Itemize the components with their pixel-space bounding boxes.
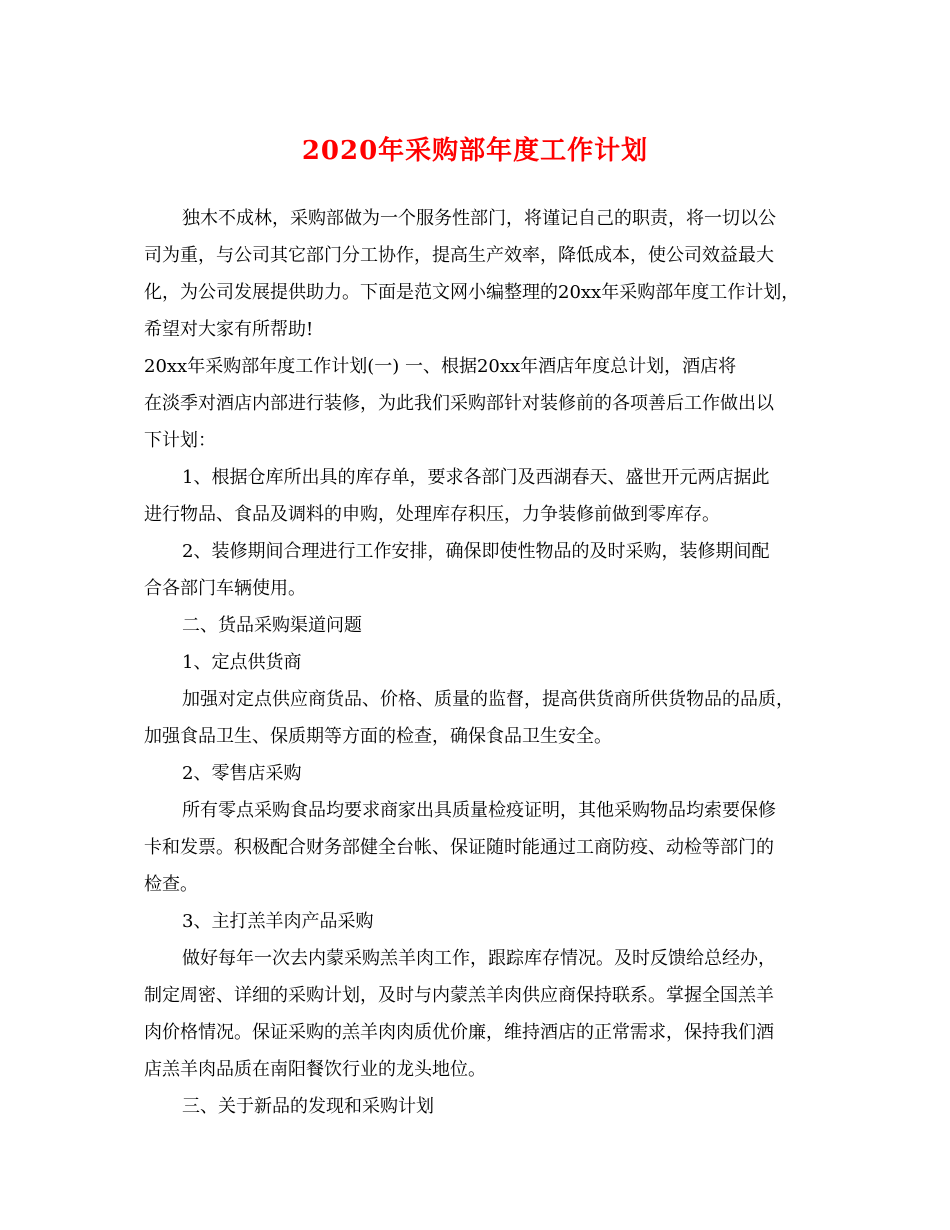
subsection-heading: 3、主打羔羊肉产品采购 (182, 911, 374, 932)
body-line: 进行物品、食品及调料的申购，处理库存积压，力争装修前做到零库存。 (144, 504, 720, 525)
body-line: 希望对大家有所帮助! (144, 319, 314, 340)
body-line: 司为重，与公司其它部门分工协作，提高生产效率，降低成本，使公司效益最大 (144, 245, 774, 266)
body-line: 店羔羊肉品质在南阳餐饮行业的龙头地位。 (144, 1059, 486, 1080)
subsection-heading: 1、定点供货商 (182, 652, 302, 673)
document-title: 2020年采购部年度工作计划 (301, 136, 649, 166)
body-line: 在淡季对酒店内部进行装修，为此我们采购部针对装修前的各项善后工作做出以 (144, 393, 774, 414)
body-line: 卡和发票。积极配合财务部健全台帐、保证随时能通过工商防疫、动检等部门的 (144, 837, 774, 858)
section-heading: 二、货品采购渠道问题 (182, 615, 362, 636)
body-line: 2、装修期间合理进行工作安排，确保即使性物品的及时采购，装修期间配 (182, 541, 770, 562)
body-line: 独木不成林，采购部做为一个服务性部门，将谨记自己的职责，将一切以公 (182, 208, 776, 229)
body-line: 化，为公司发展提供助力。下面是范文网小编整理的20xx年采购部年度工作计划， (144, 282, 800, 303)
body-line: 加强对定点供应商货品、价格、质量的监督，提高供货商所供货物品的品质， (182, 689, 794, 710)
body-line: 所有零点采购食品均要求商家出具质量检疫证明，其他采购物品均索要保修 (182, 800, 776, 821)
body-line: 合各部门车辆使用。 (144, 578, 306, 599)
subsection-heading: 2、零售店采购 (182, 763, 302, 784)
body-line: 1、根据仓库所出具的库存单，要求各部门及西湖春天、盛世开元两店据此 (182, 467, 770, 488)
body-line: 做好每年一次去内蒙采购羔羊肉工作，跟踪库存情况。及时反馈给总经办， (182, 948, 776, 969)
body-line: 检查。 (144, 874, 198, 895)
body-line: 下计划： (144, 430, 216, 451)
body-line: 肉价格情况。保证采购的羔羊肉肉质优价廉，维持酒店的正常需求，保持我们酒 (144, 1022, 774, 1043)
body-line: 加强食品卫生、保质期等方面的检查，确保食品卫生安全。 (144, 726, 612, 747)
body-line: 制定周密、详细的采购计划，及时与内蒙羔羊肉供应商保持联系。掌握全国羔羊 (144, 985, 774, 1006)
section-heading: 三、关于新品的发现和采购计划 (182, 1096, 434, 1117)
body-line: 20xx年采购部年度工作计划(一) 一、根据20xx年酒店年度总计划，酒店将 (144, 356, 737, 377)
